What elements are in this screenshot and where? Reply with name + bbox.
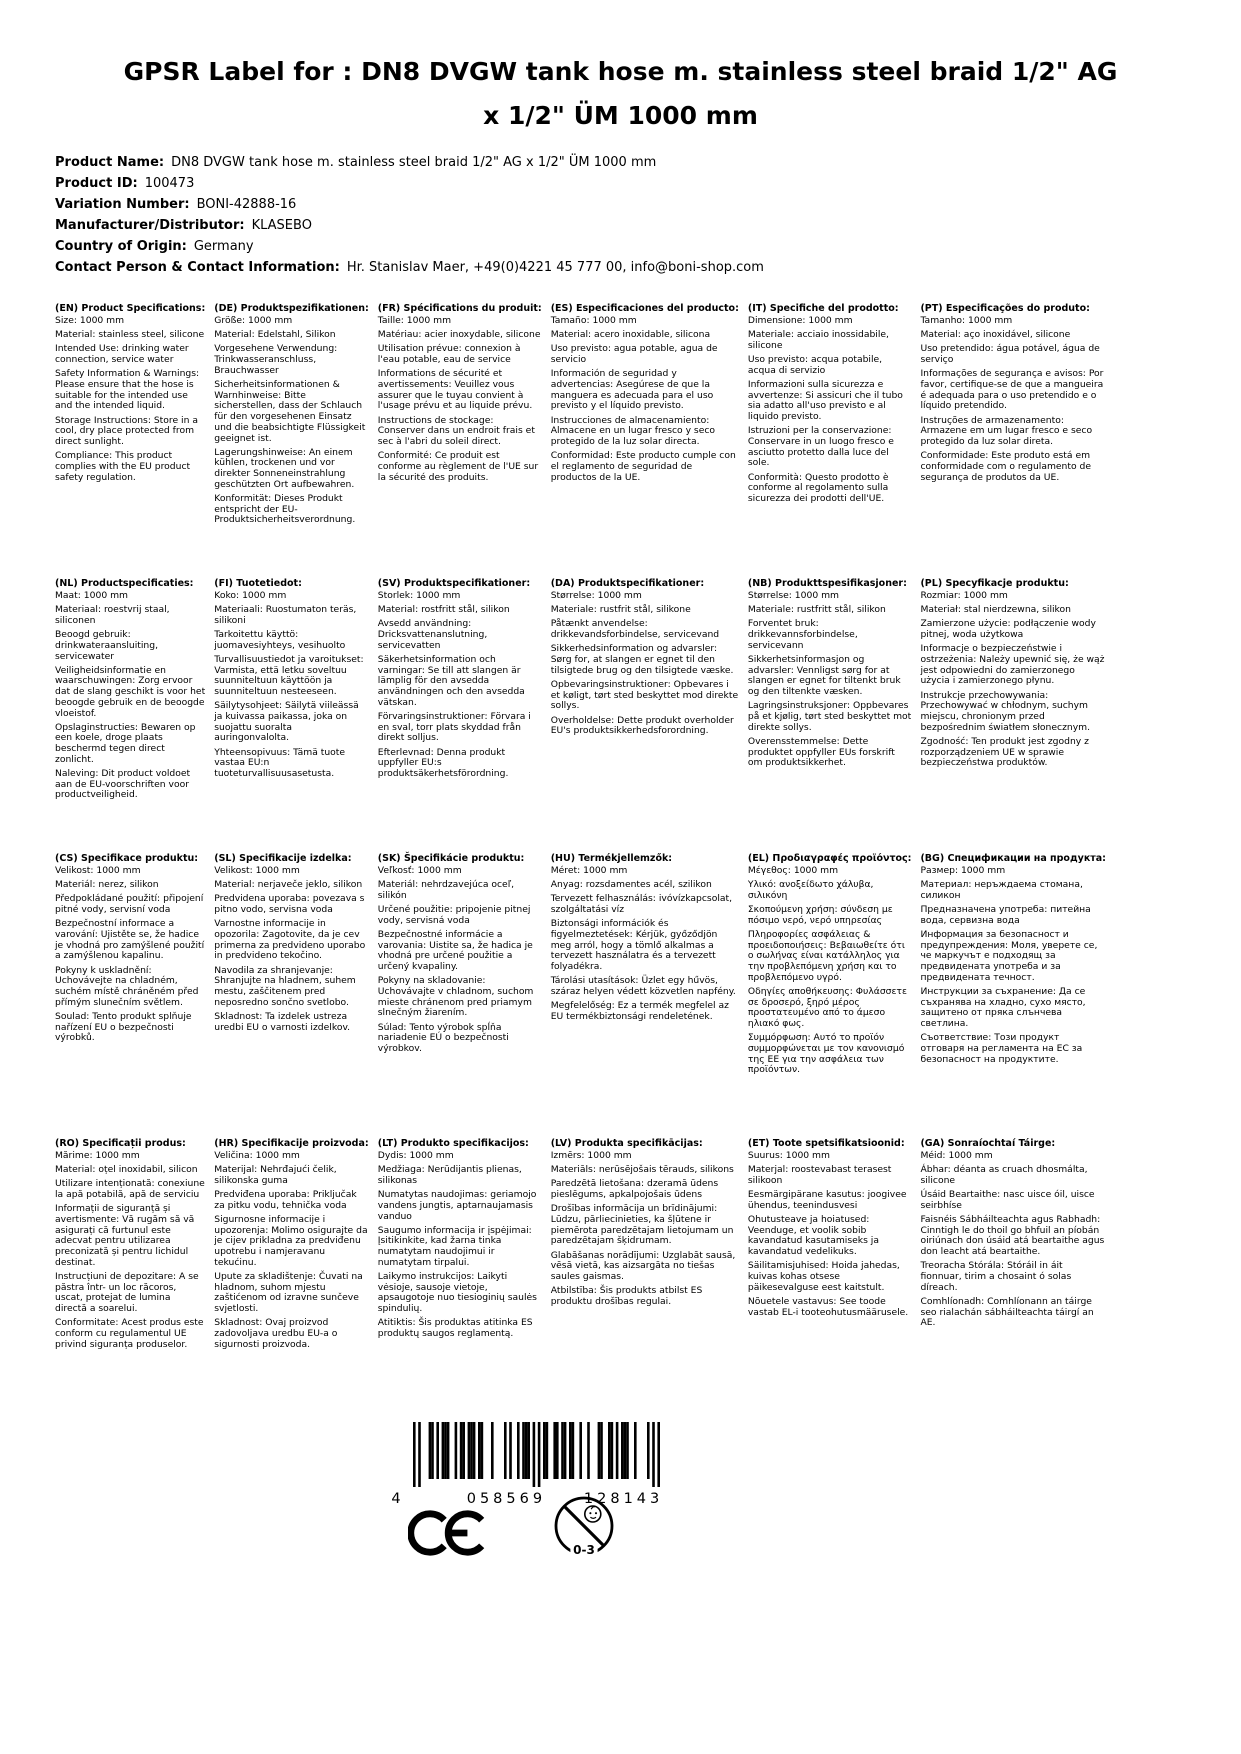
- spec-paragraph: Materiaal: roestvrij staal, siliconen: [55, 604, 170, 626]
- spec-paragraph: Material: oțel inoxidabil, silicon: [55, 1164, 198, 1176]
- spec-paragraph: Предназначена употреба: питейна вода, сервизна вода: [920, 904, 1091, 926]
- lang-header: (LT) Produkto specifikacijos:: [377, 1138, 529, 1149]
- spec-paragraph: Conformidade: Este produto está em conformidade com o regulamento de segurança de produtos da UE.: [920, 450, 1092, 483]
- spec-paragraph: Overensstemmelse: Dette produktet oppfyller EUs forskrift om produktsikkerhet.: [747, 735, 895, 769]
- spec-paragraph: Maat: 1000 mm: [55, 590, 129, 601]
- lang-block-de: [214, 303, 378, 578]
- spec-paragraph: Informații de siguranță și avertismente: Vă rugăm să vă asigurați că furtunul este adecvat pentru utilizarea preconizată și pentru lichidul destinat.: [55, 1203, 195, 1268]
- spec-paragraph: Súlad: Tento výrobok spĺňa nariadenie EÚ o bezpečnosti výrobkov.: [377, 1021, 509, 1055]
- spec-paragraph: Sikkerhetsinformasjon og advarsler: Vennligst sørg for at slangen er egnet for tiltenkt bruk og den tiltenkte væsken.: [747, 654, 901, 698]
- spec-paragraph: Vorgesehene Verwendung: Trinkwasseranschluss, Brauchwasser: [214, 343, 338, 376]
- spec-paragraph: Intended Use: drinking water connection, service water: [55, 343, 189, 366]
- spec-paragraph: Forventet bruk: drikkevannsforbindelse, servicevann: [747, 618, 858, 651]
- lang-header: (BG) Спецификации на продукта:: [920, 853, 1106, 864]
- spec-paragraph: Tamaño: 1000 mm: [550, 315, 637, 326]
- lang-header: (CS) Specifikace produktu:: [55, 853, 199, 864]
- ean-barcode-bars: [390, 1422, 680, 1508]
- spec-paragraph: Rozmiar: 1000 mm: [920, 590, 1008, 601]
- spec-paragraph: Instrukcje przechowywania: Przechowywać w chłodnym, suchym miejscu, chronionym przed bezpośrednim światłem słonecznym.: [920, 689, 1091, 733]
- product-info-row: [55, 152, 1241, 173]
- lang-block-fi: [214, 578, 378, 853]
- spec-paragraph: Zgodność: Ten produkt jest zgodny z rozporządzeniem UE w sprawie bezpieczeństwa produktów.: [920, 735, 1089, 769]
- spec-paragraph: Veľkosť: 1000 mm: [377, 865, 462, 876]
- spec-paragraph: Dimensione: 1000 mm: [747, 315, 853, 326]
- spec-paragraph: Zamierzone użycie: podłączenie wody pitnej, woda użytkowa: [920, 618, 1096, 641]
- lang-block-it: [748, 303, 921, 578]
- lang-header: (FR) Spécifications du produit:: [377, 303, 542, 314]
- product-name-value: DN8 DVGW tank hose m. stainless steel braid 1/2" AG x 1/2" ÜM 1000 mm: [171, 155, 657, 170]
- spec-paragraph: Tarkoitettu käyttö: juomavesiyhteys, vesihuolto: [214, 629, 346, 651]
- spec-paragraph: Tamanho: 1000 mm: [920, 315, 1013, 326]
- country-of-origin-value: Germany: [193, 239, 254, 254]
- spec-paragraph: Ábhar: déanta as cruach dhosmálta, silicone: [920, 1164, 1088, 1186]
- spec-paragraph: Megfelelőség: Ez a termék megfelel az EU termékbiztonsági rendeletének.: [550, 1000, 729, 1022]
- spec-paragraph: Skladnost: Ovaj proizvod zadovoljava uredbu EU-a o sigurnosti proizvoda.: [214, 1317, 338, 1350]
- spec-paragraph: Beoogd gebruik: drinkwateraansluiting, servicewater: [55, 629, 159, 662]
- lang-header: (NL) Productspecificaties:: [55, 578, 194, 589]
- language-specs-grid: [55, 303, 1106, 1354]
- lang-header: (LV) Produkta specifikācijas:: [550, 1138, 703, 1149]
- spec-paragraph: Predviđena uporaba: Priključak za pitku vodu, tehnička voda: [214, 1189, 357, 1211]
- lang-block-sv: [378, 578, 551, 853]
- lang-header: (HR) Specifikacije proizvoda:: [214, 1138, 369, 1149]
- spec-paragraph: Bezpečnostné informácie a varovania: Uistite sa, že hadica je vhodná pre určené použitie a určený kvapaliny.: [377, 929, 533, 973]
- spec-paragraph: Anyag: rozsdamentes acél, szilikon: [550, 879, 712, 891]
- spec-paragraph: Размер: 1000 mm: [920, 865, 1006, 876]
- spec-paragraph: Skladnost: Ta izdelek ustreza uredbi EU o varnosti izdelkov.: [214, 1010, 351, 1033]
- spec-paragraph: Påtænkt anvendelse: drikkevandsforbindelse, servicevand: [550, 618, 720, 641]
- spec-paragraph: Size: 1000 mm: [55, 315, 125, 326]
- spec-paragraph: Koko: 1000 mm: [214, 590, 287, 601]
- lang-header: (ES) Especificaciones del producto:: [550, 303, 739, 314]
- lang-header: (PL) Specyfikacje produktu:: [920, 578, 1069, 589]
- spec-paragraph: Izmērs: 1000 mm: [550, 1150, 632, 1161]
- spec-paragraph: Treoracha Stórála: Stóráil in áit fionnuar, tirim a chosaint ó solas díreach.: [920, 1260, 1072, 1293]
- spec-paragraph: Säilytysohjeet: Säilytä viileässä ja kuivassa paikassa, joka on suojattu suoralta auringonvalolta.: [214, 700, 359, 744]
- spec-paragraph: Safety Information & Warnings: Please ensure that the hose is suitable for the intended use and the intended liquid.: [55, 368, 200, 412]
- lang-header: (GA) Sonraíochtaí Táirge:: [920, 1138, 1056, 1149]
- product-info-block: [55, 152, 1241, 278]
- spec-paragraph: Συμμόρφωση: Αυτό το προϊόν συμμορφώνεται με τον κανονισμό της ΕΕ για την ασφάλεια των προϊόντων.: [747, 1032, 905, 1076]
- product-name-label: Product Name:: [55, 155, 165, 170]
- spec-paragraph: Yhteensopivuus: Tämä tuote vastaa EU:n tuoteturvallisuusasetusta.: [214, 746, 346, 780]
- spec-paragraph: Material: aço inoxidável, silicone: [920, 329, 1071, 341]
- spec-paragraph: Comhlíonadh: Comhlíonann an táirge seo rialachán sábháilteachta táirgí an AE.: [920, 1295, 1094, 1329]
- spec-paragraph: Materijal: Nehrđajući čelik, silikonska guma: [214, 1164, 337, 1186]
- lang-header: (HU) Termékjellemzők:: [550, 853, 673, 864]
- lang-block-cs: [55, 853, 214, 1138]
- spec-paragraph: Uso previsto: agua potable, agua de servicio: [550, 343, 718, 366]
- spec-paragraph: Eesmärgipärane kasutus: joogivee ühendus, teenindusvesi: [747, 1189, 907, 1211]
- product-id-value: 100473: [144, 176, 195, 191]
- spec-paragraph: Materiale: acciaio inossidabile, silicone: [747, 329, 889, 351]
- spec-paragraph: Úsáid Beartaithe: nasc uisce óil, uisce seirbhíse: [920, 1189, 1095, 1211]
- spec-paragraph: Informations de sécurité et avertissements: Veuillez vous assurer que le tuyau convient à l'usage prévu et au liquide prévu.: [377, 368, 533, 412]
- spec-paragraph: Velikost: 1000 mm: [55, 865, 141, 876]
- country-of-origin-label: Country of Origin:: [55, 239, 187, 254]
- lang-block-el: [748, 853, 921, 1138]
- product-info-row: [55, 257, 1241, 278]
- spec-paragraph: Ohutusteave ja hoiatused: Veenduge, et voolik sobib kavandatud kasutamiseks ja kavandatud vedelikuks.: [747, 1214, 879, 1258]
- variation-number-label: Variation Number:: [55, 197, 190, 212]
- product-info-row: [55, 215, 1241, 236]
- spec-paragraph: Opbevaringsinstruktioner: Opbevares i et køligt, tørt sted beskyttet mod direkte sollys.: [550, 678, 739, 712]
- spec-paragraph: Naleving: Dit product voldoet aan de EU-voorschriften voor productveiligheid.: [55, 768, 191, 801]
- spec-paragraph: Mărime: 1000 mm: [55, 1150, 140, 1161]
- spec-paragraph: Conformità: Questo prodotto è conforme al regolamento sulla sicurezza dei prodotti dell'UE.: [747, 471, 889, 505]
- spec-paragraph: Sicherheitsinformationen & Warnhinweise: Bitte sicherstellen, dass der Schlauch für den vorgesehenen Einsatz und die beabsichtigte Flüssigkeit geeignet ist.: [214, 379, 366, 444]
- spec-paragraph: Förvaringsinstruktioner: Förvara i en sval, torr plats skyddad från direkt solljus.: [377, 711, 531, 744]
- spec-paragraph: Compliance: This product complies with the EU product safety regulation.: [55, 450, 191, 483]
- barcode-digits-group-2: 128143: [583, 1491, 664, 1507]
- lang-block-sk: [378, 853, 551, 1138]
- spec-paragraph: Tervezett felhasználás: ivóvízkapcsolat, szolgáltatási víz: [550, 893, 733, 916]
- spec-paragraph: Opslaginstructies: Bewaren op een koele, droge plaats beschermd tegen direct zonlicht.: [55, 721, 196, 765]
- spec-paragraph: Πληροφορίες ασφάλειας & προειδοποιήσεις: Βεβαιωθείτε ότι ο σωλήνας είναι κατάλληλος για την προβλεπόμενη χρήση και το προβλεπόμενο υγρό.: [747, 929, 905, 983]
- lang-block-hu: [551, 853, 748, 1138]
- age-warning-0-3-icon: [552, 1490, 616, 1574]
- spec-paragraph: Съответствие: Този продукт отговаря на регламента на ЕС за безопасност на продуктите.: [920, 1032, 1083, 1065]
- spec-paragraph: Méret: 1000 mm: [550, 865, 628, 876]
- lang-block-nb: [748, 578, 921, 853]
- lang-block-hr: [214, 1138, 378, 1354]
- spec-paragraph: Laikymo instrukcijos: Laikyti vėsioje, sausoje vietoje, apsaugotoje nuo tiesioginių saulės spindulių.: [377, 1271, 537, 1315]
- manufacturer-value: KLASEBO: [251, 218, 312, 233]
- lang-block-nl: [55, 578, 214, 853]
- spec-paragraph: Istruzioni per la conservazione: Conservare in un luogo fresco e asciutto protetto dalla luce del sole.: [747, 425, 894, 469]
- spec-paragraph: Pokyny k uskladnění: Uchovávejte na chladném, suchém místě chráněném před přímým slunečním světlem.: [55, 964, 199, 1008]
- lang-header: (SL) Specifikacije izdelka:: [214, 853, 352, 864]
- spec-paragraph: Säilitamisjuhised: Hoida jahedas, kuivas kohas otsese päikesevalguse eest kaitstult.: [747, 1260, 900, 1293]
- lang-block-en: [55, 303, 214, 578]
- spec-paragraph: Efterlevnad: Denna produkt uppfyller EU:s produktsäkerhetsförordning.: [377, 746, 509, 780]
- spec-paragraph: Lagringsinstruksjoner: Oppbevares på et kjølig, tørt sted beskyttet mot direkte sollys.: [747, 700, 912, 733]
- spec-paragraph: Určené použitie: pripojenie pitnej vody, servisná voda: [377, 904, 531, 926]
- spec-paragraph: Storlek: 1000 mm: [377, 590, 461, 601]
- spec-paragraph: Conformitate: Acest produs este conform cu regulamentul UE privind siguranța produselor.: [55, 1317, 204, 1350]
- product-info-row: [55, 173, 1241, 194]
- spec-paragraph: Conformité: Ce produit est conforme au règlement de l'UE sur la sécurité des produits.: [377, 450, 539, 483]
- spec-paragraph: Οδηγίες αποθήκευσης: Φυλάσσετε σε δροσερό, ξηρό μέρος προστατευμένο από το άμεσο ηλιακό φως.: [747, 986, 907, 1030]
- spec-paragraph: Konformität: Dieses Produkt entspricht der EU-Produktsicherheitsverordnung.: [214, 493, 356, 526]
- barcode-digits-group-1: 058569: [466, 1491, 547, 1507]
- lang-header: (RO) Specificații produs:: [55, 1138, 186, 1149]
- lang-block-pt: [920, 303, 1115, 578]
- spec-paragraph: Pokyny na skladovanie: Uchovávajte v chladnom, suchom mieste chránenom pred priamym slnečným žiarením.: [377, 975, 534, 1019]
- contact-value: Hr. Stanislav Maer, +49(0)4221 45 777 00, info@boni-shop.com: [346, 260, 764, 275]
- spec-paragraph: Glabāšanas norādījumi: Uzglabāt sausā, vēsā vietā, kas aizsargāta no tiešas saules gaismas.: [550, 1249, 736, 1283]
- spec-paragraph: Material: Edelstahl, Silikon: [214, 329, 336, 341]
- spec-paragraph: Materiaali: Ruostumaton teräs, silikoni: [214, 604, 357, 626]
- spec-paragraph: Veličina: 1000 mm: [214, 1150, 300, 1161]
- product-info-row: [55, 236, 1241, 257]
- lang-block-lv: [551, 1138, 748, 1354]
- spec-paragraph: Material: rostfritt stål, silikon: [377, 604, 510, 616]
- lang-block-da: [551, 578, 748, 853]
- lang-header: (IT) Specifiche del prodotto:: [747, 303, 899, 314]
- lang-block-bg: [920, 853, 1115, 1138]
- spec-paragraph: Varnostne informacije in opozorila: Zagotovite, da je cev primerna za predvideno uporabo in predvideno tekočino.: [214, 918, 366, 962]
- spec-paragraph: Instrucciones de almacenamiento: Almacene en un lugar fresco y seco protegido de la luz solar directa.: [550, 414, 716, 448]
- spec-paragraph: Materiale: rustfritt stål, silikon: [747, 604, 886, 616]
- spec-paragraph: Størrelse: 1000 mm: [747, 590, 839, 601]
- spec-paragraph: Materiál: nerez, silikon: [55, 879, 159, 891]
- spec-paragraph: Méid: 1000 mm: [920, 1150, 993, 1161]
- spec-paragraph: Drošības informācija un brīdinājumi: Lūdzu, pārliecinieties, ka šļūtene ir piemērota paredzētajam lietojumam un paredzētajam šķidrumam.: [550, 1203, 734, 1247]
- spec-paragraph: Instruções de armazenamento: Armazene em um lugar fresco e seco protegido da luz solar direta.: [920, 414, 1093, 448]
- lang-header: (NB) Produkttspesifikasjoner:: [747, 578, 907, 589]
- spec-paragraph: Υλικό: ανοξείδωτο χάλυβα, σιλικόνη: [747, 879, 874, 901]
- spec-paragraph: Μέγεθος: 1000 mm: [747, 865, 839, 876]
- lang-block-lt: [378, 1138, 551, 1354]
- contact-label: Contact Person & Contact Information:: [55, 260, 340, 275]
- lang-header: (FI) Tuotetiedot:: [214, 578, 302, 589]
- spec-paragraph: Инструкции за съхранение: Да се съхранява на хладно, сухо място, защитено от пряка слънчева светлина.: [920, 986, 1086, 1030]
- spec-paragraph: Storage Instructions: Store in a cool, dry place protected from direct sunlight.: [55, 414, 198, 448]
- lang-block-sl: [214, 853, 378, 1138]
- spec-paragraph: Información de seguridad y advertencias: Asegúrese de que la manguera es adecuada para el uso previsto y el líquido previsto.: [550, 368, 714, 412]
- lang-header: (DE) Produktspezifikationen:: [214, 303, 369, 314]
- spec-paragraph: Material: nerjaveče jeklo, silikon: [214, 879, 363, 891]
- spec-paragraph: Σκοπούμενη χρήση: σύνδεση με πόσιμο νερό, νερό υπηρεσίας: [747, 904, 893, 926]
- spec-paragraph: Paredzētā lietošana: dzeramā ūdens pieslēgums, apkalpojošais ūdens: [550, 1178, 719, 1201]
- spec-paragraph: Material: stainless steel, silicone: [55, 329, 205, 341]
- spec-paragraph: Informazioni sulla sicurezza e avvertenze: Si assicuri che il tubo sia adatto all'uso previsto e al liquido previsto.: [747, 379, 903, 423]
- spec-paragraph: Dydis: 1000 mm: [377, 1150, 454, 1161]
- spec-paragraph: Uso previsto: acqua potabile, acqua di servizio: [747, 354, 883, 376]
- spec-paragraph: Utilisation prévue: connexion à l'eau potable, eau de service: [377, 343, 521, 366]
- spec-paragraph: Tárolási utasítások: Üzlet egy hűvös, száraz helyen védett közvetlen napfény.: [550, 975, 736, 998]
- lang-header: (SK) Špecifikácie produktu:: [377, 853, 525, 864]
- spec-paragraph: Bezpečnostní informace a varování: Ujistěte se, že hadice je vhodná pro zamýšlené použití a zamýšlenou kapalinu.: [55, 918, 205, 962]
- spec-paragraph: Instructions de stockage: Conserver dans un endroit frais et sec à l'abri du soleil direct.: [377, 414, 535, 448]
- spec-paragraph: Größe: 1000 mm: [214, 315, 293, 326]
- lang-block-pl: [920, 578, 1115, 853]
- spec-paragraph: Soulad: Tento produkt splňuje nařízení EU o bezpečnosti výrobků.: [55, 1010, 192, 1044]
- lang-header: (EL) Προδιαγραφές προϊόντος:: [747, 853, 912, 864]
- spec-paragraph: Sigurnosne informacije i upozorenja: Molimo osigurajte da je cijev prikladna za predviđenu upotrebu i namjeravanu tekućinu.: [214, 1214, 368, 1268]
- spec-paragraph: Informacje o bezpieczeństwie i ostrzeżenia: Należy upewnić się, że wąż jest odpowiedni do zamierzonego użycia i zamierzonego płynu.: [920, 643, 1105, 687]
- spec-paragraph: Sikkerhedsinformation og advarsler: Sørg for, at slangen er egnet til den tilsigtede brug og den tilsigtede væske.: [550, 643, 734, 676]
- spec-paragraph: Material: acero inoxidable, silicona: [550, 329, 711, 341]
- lang-block-fr: [378, 303, 551, 578]
- spec-paragraph: Nõuetele vastavus: See toode vastab EL-i tooteohutusmäärusele.: [747, 1295, 909, 1318]
- spec-paragraph: Velikost: 1000 mm: [214, 865, 300, 876]
- spec-paragraph: Информация за безопасност и предупреждения: Моля, уверете се, че маркучът е подходящ за предвидената употреба и за предвидената течност.: [920, 929, 1098, 983]
- variation-number-value: BONI-42888-16: [196, 197, 297, 212]
- lang-header: (ET) Toote spetsifikatsioonid:: [747, 1138, 905, 1149]
- manufacturer-label: Manufacturer/Distributor:: [55, 218, 245, 233]
- spec-paragraph: Informações de segurança e avisos: Por favor, certifique-se de que a mangueira é adequada para o uso pretendido e o líquido pretendido.: [920, 368, 1104, 412]
- spec-paragraph: Материал: неръждаема стомана, силикон: [920, 879, 1083, 901]
- spec-paragraph: Turvallisuustiedot ja varoitukset: Varmista, että letku soveltuu suunniteltuun käyttöön ja suunniteltuun nesteeseen.: [214, 654, 364, 698]
- lang-block-ro: [55, 1138, 214, 1354]
- spec-paragraph: Uso pretendido: água potável, água de serviço: [920, 343, 1100, 366]
- lang-header: (PT) Especificações do produto:: [920, 303, 1090, 314]
- lang-block-ga: [920, 1138, 1115, 1354]
- spec-paragraph: Avsedd användning: Dricksvattenanslutning, servicevatten: [377, 618, 488, 651]
- lang-block-et: [748, 1138, 921, 1354]
- spec-paragraph: Suurus: 1000 mm: [747, 1150, 830, 1161]
- spec-paragraph: Matériau: acier inoxydable, silicone: [377, 329, 541, 341]
- spec-paragraph: Materiāls: nerūsējošais tērauds, silikons: [550, 1164, 734, 1176]
- spec-paragraph: Numatytas naudojimas: geriamojo vandens jungtis, aptarnaujamasis vanduo: [377, 1189, 537, 1222]
- barcode-digits-group-0: 4: [391, 1491, 405, 1507]
- lang-header: (EN) Product Specifications:: [55, 303, 206, 314]
- product-id-label: Product ID:: [55, 176, 138, 191]
- spec-paragraph: Instrucțiuni de depozitare: A se păstra într- un loc răcoros, uscat, protejat de lumina directă a soarelui.: [55, 1271, 199, 1315]
- spec-paragraph: Säkerhetsinformation och varningar: Se till att slangen är lämplig för den avsedda användningen och den avsedda vätskan.: [377, 654, 525, 708]
- product-info-row: [55, 194, 1241, 215]
- spec-paragraph: Faisnéis Sábháilteachta agus Rabhadh: Cinntigh le do thoil go bhfuil an píobán oiriúnach don úsáid atá beartaithe agus don leacht atá beartaithe.: [920, 1214, 1105, 1258]
- spec-paragraph: Predvidena uporaba: povezava s pitno vodo, servisna voda: [214, 893, 365, 916]
- spec-paragraph: Materiál: nehrdzavejúca oceľ, silikón: [377, 879, 515, 901]
- spec-paragraph: Lagerungshinweise: An einem kühlen, trockenen und vor direkter Sonneneinstrahlung geschützten Ort aufbewahren.: [214, 446, 355, 490]
- page-title: GPSR Label for : DN8 DVGW tank hose m. stainless steel braid 1/2" AG x 1/2" ÜM 1000 mm: [123, 57, 1118, 130]
- spec-paragraph: Materiale: rustfrit stål, silikone: [550, 604, 691, 616]
- lang-header: (SV) Produktspecifikationer:: [377, 578, 531, 589]
- spec-paragraph: Materjal: roostevabast terasest silikoon: [747, 1164, 892, 1186]
- spec-paragraph: Atitiktis: Šis produktas atitinka ES produktų saugos reglamentą.: [377, 1317, 533, 1340]
- spec-paragraph: Størrelse: 1000 mm: [550, 590, 642, 601]
- age-warning-label: 0-3: [573, 1543, 595, 1557]
- spec-paragraph: Biztonsági információk és figyelmeztetések: Kérjük, győződjön meg arról, hogy a tömlő alkalmas a tervezett használatra és a tervezett folyadékra.: [550, 918, 718, 973]
- lang-block-es: [551, 303, 748, 578]
- spec-paragraph: Atbilstība: Šis produkts atbilst ES produktu drošības regulai.: [550, 1285, 703, 1307]
- lang-header: (DA) Produktspecifikationer:: [550, 578, 705, 589]
- ean-barcode: [390, 1422, 680, 1512]
- spec-paragraph: Předpokládané použití: připojení pitné vody, servisní voda: [55, 893, 204, 916]
- spec-paragraph: Veiligheidsinformatie en waarschuwingen: Zorg ervoor dat de slang geschikt is voor het beoogde gebruik en de beoogde vloeistof.: [55, 664, 206, 719]
- spec-paragraph: Materiał: stal nierdzewna, silikon: [920, 604, 1071, 616]
- spec-paragraph: Taille: 1000 mm: [377, 315, 452, 326]
- spec-paragraph: Upute za skladištenje: Čuvati na hladnom, suhom mjestu zaštićenom od izravne sunčeve svjetlosti.: [214, 1271, 363, 1315]
- spec-paragraph: Utilizare intenționată: conexiune la apă potabilă, apă de serviciu: [55, 1178, 205, 1201]
- ce-mark-icon: [408, 1510, 488, 1560]
- spec-paragraph: Overholdelse: Dette produkt overholder EU's produktsikkerhedsforordning.: [550, 714, 734, 737]
- spec-paragraph: Medžiaga: Nerūdijantis plienas, silikonas: [377, 1164, 522, 1186]
- spec-paragraph: Navodila za shranjevanje: Shranjujte na hladnem, suhem mestu, zaščitenem pred neposredno sončno svetlobo.: [214, 964, 356, 1008]
- spec-paragraph: Conformidad: Este producto cumple con el reglamento de seguridad de productos de la UE.: [550, 450, 736, 483]
- spec-paragraph: Saugumo informacija ir įspėjimai: Įsitikinkite, kad žarna tinka numatytam naudojimui ir numatytam tirpalui.: [377, 1224, 532, 1268]
